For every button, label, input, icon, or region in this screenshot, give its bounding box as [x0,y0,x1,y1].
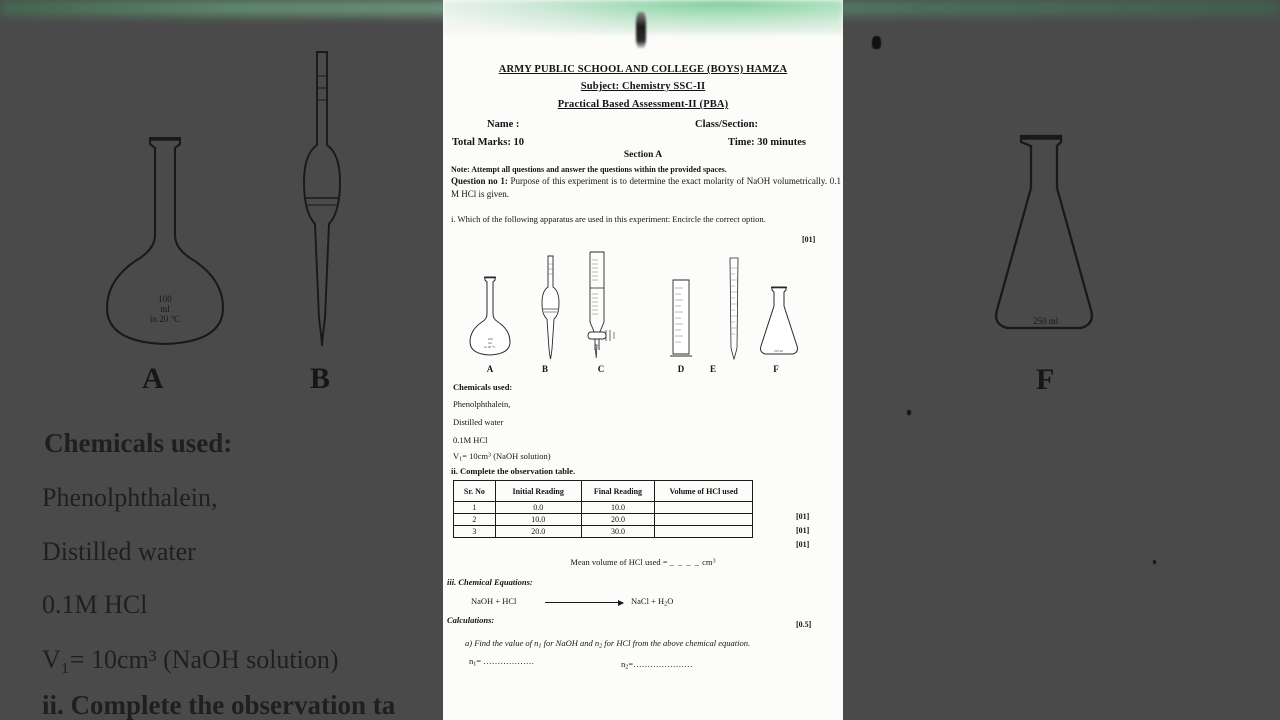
mark-calculations: [0.5] [796,620,812,629]
backdrop-label-f: F [1036,363,1055,396]
column-header-volume-hcl: Volume of HCl used [655,481,753,502]
calculation-item-a: a) Find the value of $n_1$ for NaOH and $n_2$ for HCl from the above chemical equation. [465,638,751,650]
backdrop-conical-flask-icon [985,130,1105,345]
apparatus-e-graduated-pipette-icon [723,256,745,360]
mean-volume-text: Mean volume of HCl used = [570,557,668,567]
question-1-text: Purpose of this experiment is to determine the exact molarity of NaOH volumetrically. 0.1 M HCl is given. [451,176,841,200]
backdrop-chemical-2: Distilled water [42,537,196,566]
name-label: Name : [487,119,520,130]
volume-subscript: 1 [459,456,463,463]
apparatus-label-b: B [541,364,548,374]
column-header-sr-no: Sr. No [454,481,496,502]
equation-reactants: NaOH + HCl [471,596,517,606]
observation-table [453,480,753,538]
cell-sr-no: 1 [454,502,496,514]
svg-text:100: 100 [158,294,172,304]
apparatus-f-conical-flask-icon [756,284,802,360]
chemical-item-1: Phenolphthalein, [453,399,511,409]
answer-field-n2[interactable]: $n_2=\dots\dots\dots\dots\dots\dots\dots$ [621,659,693,671]
mean-volume-blank[interactable]: _ _ _ _ [669,557,701,567]
apparatus-c-burette-icon [583,250,617,360]
backdrop-ghost-text [880,6,883,22]
cell-initial: 20.0 [495,526,581,538]
backdrop-volumetric-flask-icon [95,130,235,360]
backdrop-observation-heading: ii. Complete the observation ta [42,690,396,720]
cell-initial: 0.0 [495,502,581,514]
mark-table-row-2: [01] [796,526,810,535]
question-1 [451,175,841,201]
section-heading: Section A [623,150,663,160]
time-label: Time: 30 minutes [728,137,806,148]
backdrop-label-a: A [142,362,164,395]
apparatus-diagram-strip [453,252,833,374]
apparatus-b-pipette-icon [539,254,563,360]
mean-volume-line [443,557,843,567]
total-marks-label: Total Marks: 10 [452,137,524,148]
backdrop-pipette-icon [296,50,348,350]
question-1-label: Question no 1: [451,176,508,186]
mark-part-i: [01] [802,235,816,244]
cell-volume[interactable] [655,526,753,538]
column-header-final: Final Reading [581,481,655,502]
question-1-part-i: i. Which of the following apparatus are used in this experiment: Encircle the correct option. [451,214,766,224]
cell-volume[interactable] [655,514,753,526]
table-row [454,502,753,514]
mark-table-row-1: [01] [796,512,810,521]
cell-final: 10.0 [581,502,655,514]
school-title: ARMY PUBLIC SCHOOL AND COLLEGE (BOYS) HAMZA [498,64,788,75]
column-header-initial: Initial Reading [495,481,581,502]
svg-text:250 ml: 250 ml [774,349,783,353]
apparatus-label-c: C [597,364,605,374]
note-text: Note: Attempt all questions and answer the questions within the provided spaces. [451,165,727,174]
table-header-row [454,481,753,502]
cell-final: 20.0 [581,514,655,526]
svg-text:in 20 °C: in 20 °C [484,345,496,349]
backdrop-speck [872,36,881,49]
apparatus-label-d: D [677,364,685,374]
document-page [443,0,843,720]
table-row [454,526,753,538]
mark-table-row-3: [01] [796,540,810,549]
volume-naoh-line [453,451,551,462]
chemical-item-3: 0.1M HCl [453,435,488,445]
class-section-label: Class/Section: [695,119,758,130]
part-iii-heading: iii. Chemical Equations: [447,577,533,587]
svg-text:250 ml: 250 ml [1033,316,1059,326]
page-smudge-artifact [636,12,646,48]
subject-title: Subject: Chemistry SSC-II [580,81,706,92]
volume-suffix: (NaOH solution) [491,451,551,461]
backdrop-chemical-3: 0.1M HCl [42,590,148,619]
apparatus-a-volumetric-flask-icon [467,274,513,360]
assessment-title: Practical Based Assessment-II (PBA) [557,99,729,110]
cell-final: 30.0 [581,526,655,538]
reaction-arrow-icon [545,602,623,603]
calculations-heading: Calculations: [447,615,495,625]
backdrop-speck [1153,560,1156,564]
svg-text:in 20 °C: in 20 °C [149,314,181,324]
part-ii-heading: ii. Complete the observation table. [451,466,576,476]
backdrop-speck [907,410,911,415]
table-row [454,514,753,526]
chemicals-heading: Chemicals used: [453,382,513,392]
apparatus-label-e: E [709,364,716,374]
apparatus-label-f: F [773,364,779,374]
backdrop-chemical-1: Phenolphthalein, [42,483,218,512]
apparatus-label-a: A [486,364,494,374]
volume-superscript: 3 [488,452,492,459]
cell-initial: 10.0 [495,514,581,526]
cell-volume[interactable] [655,502,753,514]
backdrop-ghost-text [18,14,21,30]
svg-text:ml: ml [488,341,492,345]
backdrop-label-b: B [310,362,331,395]
mean-volume-unit: cm [702,557,713,567]
cell-sr-no: 3 [454,526,496,538]
svg-text:100: 100 [487,337,493,341]
svg-text:ml: ml [160,304,170,314]
volume-symbol: V [453,451,460,461]
answer-field-n1[interactable]: $n_1=$ ……………… [469,656,535,668]
equation-products: NaCl + $H_2O$ [631,596,674,608]
chemical-item-2: Distilled water [453,417,504,427]
mean-volume-unit-exponent: 3 [712,558,716,565]
backdrop-chemicals-heading: Chemicals used: [44,428,233,458]
backdrop-volume-line: V₁= 10cm³ (NaOH solution) [42,645,339,674]
apparatus-d-measuring-cylinder-icon [667,278,695,360]
cell-sr-no: 2 [454,514,496,526]
volume-value: = 10cm [462,451,489,461]
